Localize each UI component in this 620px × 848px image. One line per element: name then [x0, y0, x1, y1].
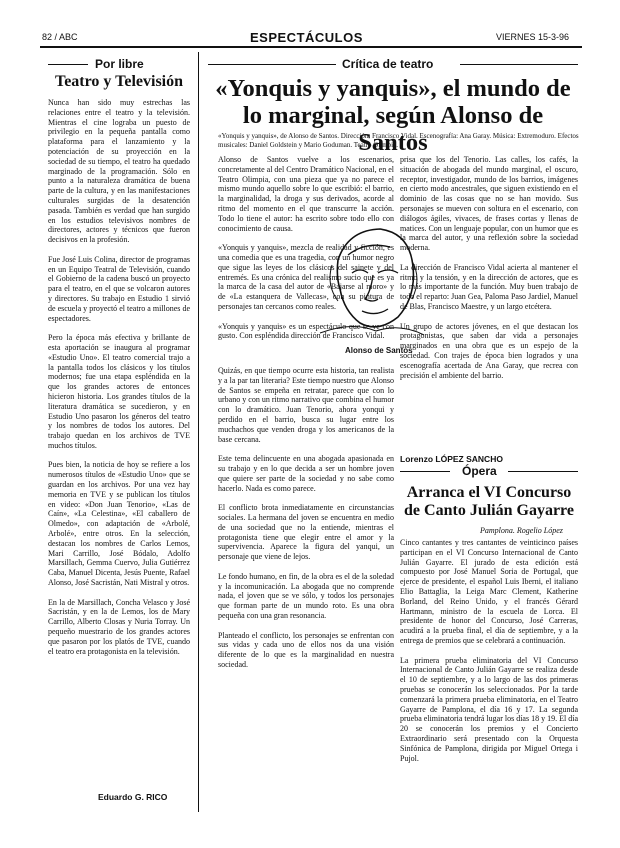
left-title: Teatro y Televisión [54, 73, 184, 90]
critic-col2-lower [400, 360, 578, 460]
left-kicker: Por libre [95, 57, 144, 71]
critic-headline: «Yonquis y yanquis», el mundo de lo marginal, según Alonso de Santos [215, 75, 571, 156]
opera-headline: Arranca el VI Concurso de Canto Julián Gayarre [404, 484, 574, 519]
section-title: ESPECTÁCULOS [250, 30, 363, 45]
opera-kicker-rule-right [508, 471, 578, 472]
critic-col2: prisa que los del Tenorio. Las calles, los cafés, la situación de abogada del mundo marginal, el oscuro, receptor, investigador, mundo de los barrios, imágenes en cierto modo ancestrales, que siguen existiendo en el dominio de las cosas que no se han movido. Sus personajes se mueven con soltura en el escenario, con diálogos ágiles, vivaces, de frases cortas y llenas de matices. Con un lenguaje popular, con un humor que es la marca del autor, y una reflexión sobre la sociedad moderna. La dirección de Francisco Vidal acierta al mantener el ritmo y la tensión, y en la dirección de actores, que es lo más importante de la función. Muy buen trabajo de todo el reparto: Juan Gea, Paloma Paso Jardiel, Manuel de Blas, Francisco Maestre, y un largo etcétera. Un grupo de actores jóvenes, en el que destacan los protagonistas, que saben dar vida a personajes marginados en una obra que es un espejo de la sociedad. Con trajes de época bien logrados y una escenografía acertada de Ana Garay, que recrea con precisión el ambiente del barrio. [400, 155, 578, 380]
critic-kicker-rule-left [208, 64, 336, 65]
issue-date: VIERNES 15-3-96 [496, 32, 570, 42]
opera-body: Cinco cantantes y tres cantantes de veinticinco países participan en el VI Concurso Internacional de Canto Julián Gayarre. El jurado de esta edición está compuesto por José Manuel Soria de Portugal, que ejerce de presidente, el español Luis Iberni, el italiano Elio Battaglia, la Leiga Marc Clement, Katherine Borland, del Reino Unido, y el francés Gérard Hartmann, ministro de la escuela de Lorca. El presidente de honor del Concurso, José Carreras, acudirá a la prueba final, el día de septiembre, y a la entrega de premios que se celebrará a continuación. La primera prueba eliminatoria del VI Concurso Internacional de Canto Julián Gayarre se realiza desde el 10 de septiembre, y a lo largo de las dos primeras pruebas se conocerán los seleccionados. Por la tarde comenzará la primera prueba eliminatoria, en el Teatro Gayarre de Pamplona, el día 16 y 17. La segunda prueba eliminatoria tendrá lugar los días 18 y 19. El día 20 se conocerán los premios y el Concierto Extraordinario será presentado con la Orquesta Sinfónica de Pamplona, dirigida por Miguel Ortega i Pujol. [400, 538, 578, 763]
column-divider [198, 52, 199, 812]
critic-kicker-rule-right [460, 64, 578, 65]
critic-kicker: Crítica de teatro [342, 57, 434, 71]
left-kicker-rule [48, 64, 88, 65]
opera-kicker-rule-left [400, 471, 450, 472]
left-author: Eduardo G. RICO [98, 792, 168, 802]
critic-credits: «Yonquis y yanquis», de Alonso de Santos. Dirección: Francisco Vidal. Escenografía: Ana Garay. Música: Extremoduro. Efectos musicales: Daniel Goldstein y Mario Goduman. Teatro Olimpia. [218, 132, 579, 149]
opera-dateline: Pamplona. Rogelio López [480, 526, 563, 535]
photo-caption: Alonso de Santos [345, 346, 413, 355]
critic-author: Lorenzo LÓPEZ SANCHO [400, 454, 503, 464]
critic-col1: Alonso de Santos vuelve a los escenarios, concretamente al del Centro Dramático Nacional, en el Teatro Olimpia, con una pieza que ya no parece el mismo mundo aquello sobre lo que escribió: el barrio, la marginalidad, la droga y sus derivados, acorde al ritmo del momento en el que transcurre la acción. Todo lo tiene el autor: ha escrito sobre todo ello con conocimiento de causa. «Yonquis y yanquis», mezcla de realidad y ficción, es una comedia que es una tragedia, con un humor negro que sigue las leyes de los clásicos del sainete y del entremés. Es una crónica del realismo sucio que es ya la marca de la casa del autor de «Bajarse al moro» y de «La estanquera de Vallecas», con su pintura de personajes tan cercanos como reales. «Yonquis y yanquis» es un espectáculo que se ve con gusto. Con espléndida dirección de Francisco Vidal. [218, 155, 394, 341]
page-number: 82 / ABC [42, 32, 78, 42]
left-body: Nunca han sido muy estrechas las relaciones entre el teatro y la televisión. Mientras el cine lograba un puesto de privilegio en la pequeña pantalla como plataforma para el lanzamiento y la potenciación de su proyección en la sociedad de su tiempo, el teatro ha quedado marginado de la programación. Sólo en punto a la naturaleza dramática de buena parte de la cultura, y en las manifestaciones culturales surgidas de la desatención pasada. También es verdad que han surgido en los estudios televisivos nombres de directores, actores y técnicos que fueron decisivos en la profesión. Fue José Luis Colina, director de programas en un Equipo Teatral de Televisión, cuando el Gobierno de la cadena buscó un proyecto para el teatro, en el que se volcaron autores y directores. Su trabajo en Estudio 1 sirvió de escuela y proyectó el teatro a millones de espectadores. Pero la época más efectiva y brillante de esta aportación se inaugura al programar «Estudio Uno». El teatro comercial trajo a la pantalla todos los clásicos y los títulos modernos; fue una etapa espléndida en la que los grandes actores de entonces hicieron historia. Los grandes títulos de la literatura dramática se sucedieron, y en Estudio Uno pasaron los géneros del teatro y los nombres de todos los autores. Del trabajo quedan en los archivos de TVE muchos títulos. Pues bien, la noticia de hoy se refiere a los numerosos títulos de «Estudio Uno» que se guardan en los archivos. Por una vez hay memoria en TVE y se publican los títulos en video: «Don Juan Tenorio», «Las de Caín», «La Celestina», «El caballero de Olmedo», con adaptación de «Arbolé, Arbolé», entre otros. En la selección, destacan los nombres de Carlos Lemos, Mari Carrillo, José Bódalo, Adolfo Marsillach, Gemma Cuervo, Julia Gutiérrez Caba, Manuel Dicenta, Jesús Puente, Rafael Alonso, José Sacristán, Nati Mistral y otros. En la de Marsillach, Concha Velasco y José Sacristán, y en la de Lemos, los de Mary Carrillo, Alberto Closas y Nuria Torray. Un pequeño muestrario de los grandes actores que pasaron por los platós de TVE, cuando el teatro era protagonista en la televisión. [48, 98, 190, 656]
header-rule [40, 46, 582, 48]
critic-col1b: Quizás, en que tiempo ocurre esta historia, tan realista y a la par tan literaria? Este tiempo nuestro que Alonso de Santos se empeña en retratar, parece que con lo urbano y con un ritmo narrativo que combina el humor con lo dramático. Juan Tenorio, ahora yonqui y perdido en el barrio, busca su lugar entre los muchachos que venden droga y los americanos de la base cercana. Este tema delincuente en una abogada apasionada en su trabajo y en lo que decida a ser un hombre joven que quiere ser parte de la sociedad y no sabe como hacerlo. Nada es como parece. El conflicto brota inmediatamente en circunstancias sociales. La hermana del joven se encuentra en medio de una sociedad que no la entiende, mientras el protagonista tiene que elegir entre el amor y la supervivencia. Aparece la figura del yanqui, un personaje que viene de lejos. Le fondo humano, en fin, de la obra es el de la soledad y la incomunicación. La abogada que no comprende nada, el joven que se ve sólo, y todos los personajes que forman parte de un mundo roto. Es una obra pequeña con una gran resonancia. Planteado el conflicto, los personajes se enfrentan con sus vidas y cada uno de ellos nos da una visión diferente de lo que es la marginalidad en nuestra sociedad. [218, 366, 394, 669]
opera-kicker: Ópera [462, 464, 497, 478]
